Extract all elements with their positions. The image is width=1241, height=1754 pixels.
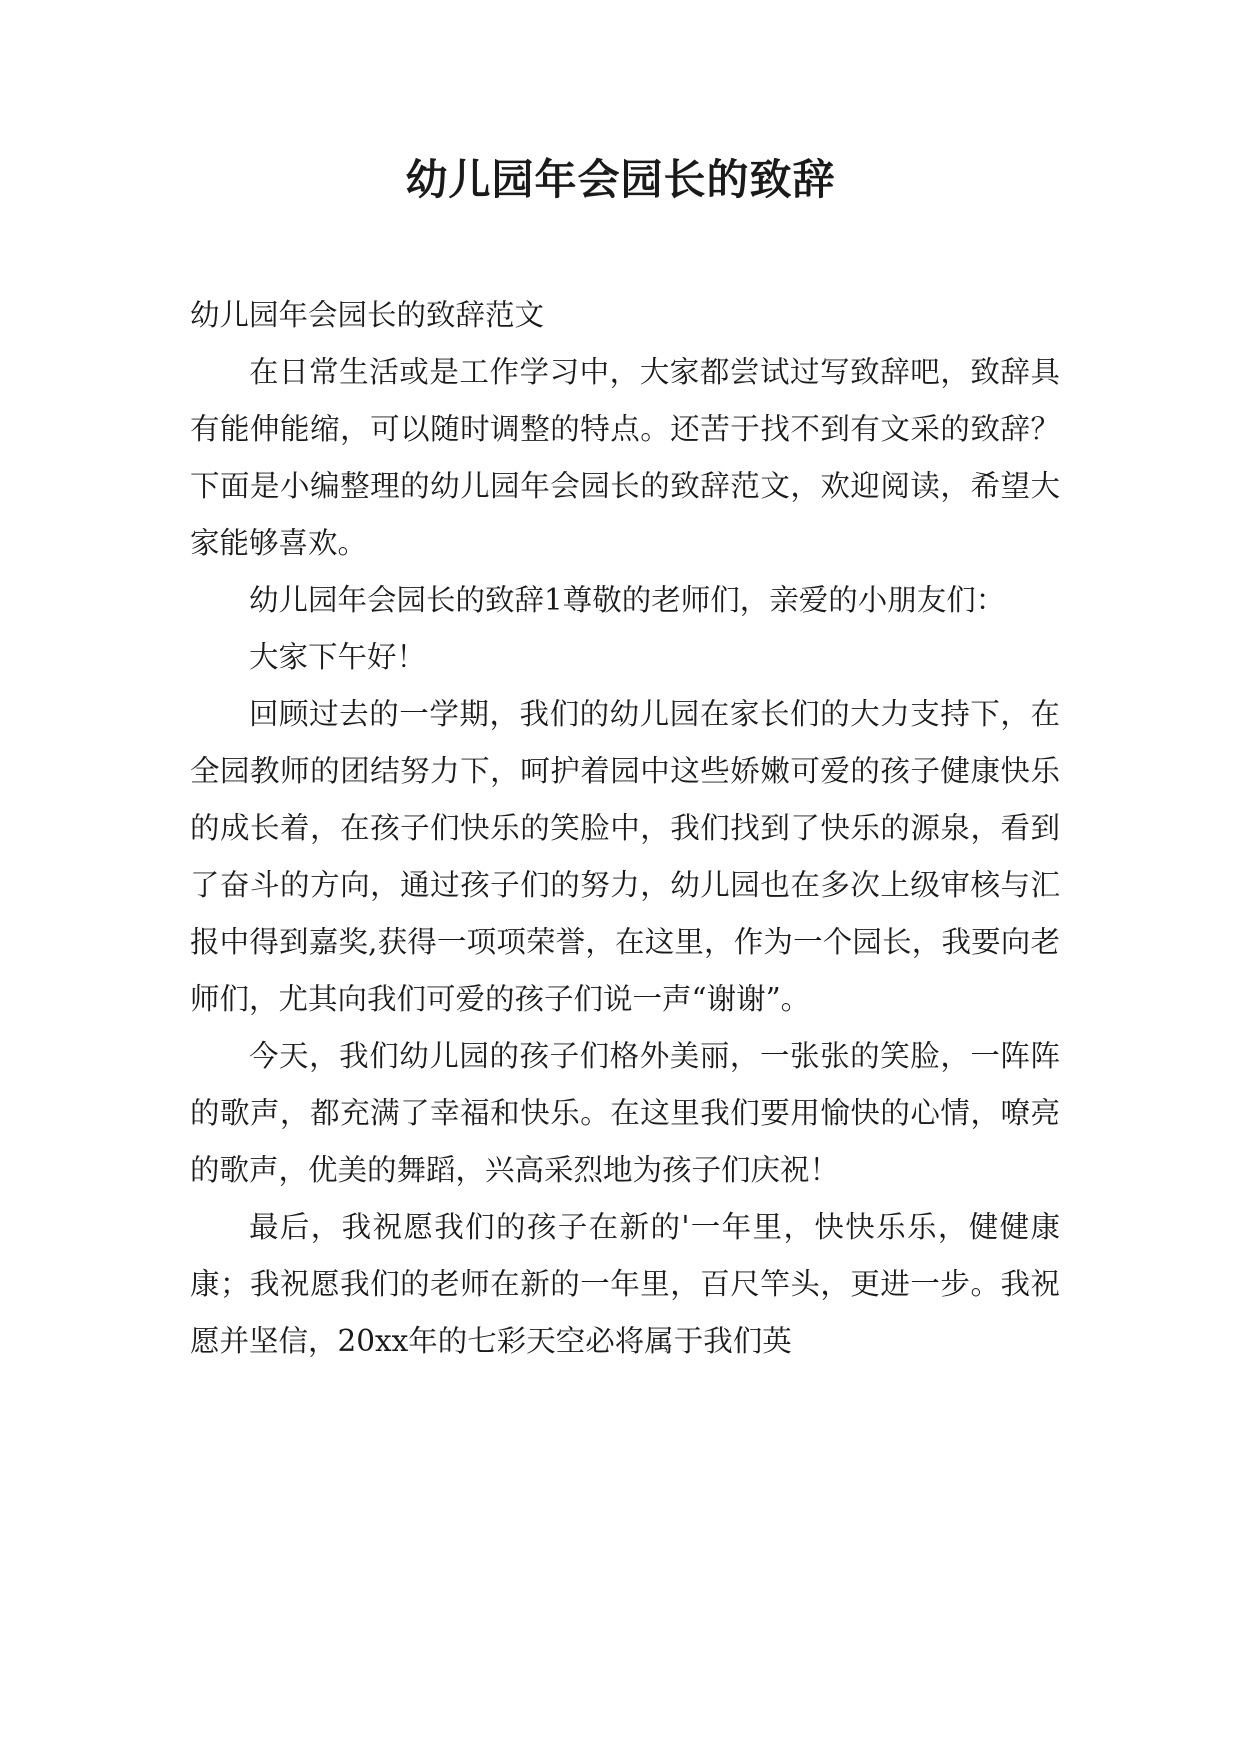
document-body xyxy=(190,287,1060,1370)
greeting-paragraph: 大家下午好！ xyxy=(249,640,427,674)
speech-heading-paragraph: 幼儿园年会园长的致辞1尊敬的老师们，亲爱的小朋友们： xyxy=(249,583,1006,617)
intro-paragraph: 在日常生活或是工作学习中，大家都尝试过写致辞吧，致辞具有能伸能缩，可以随时调整的特点。还苦于找不到有文采的致辞？下面是小编整理的幼儿园年会园长的致辞范文，欢迎阅读，希望大家能够喜欢。 xyxy=(190,355,1060,560)
today-paragraph: 今天，我们幼儿园的孩子们格外美丽，一张张的笑脸，一阵阵的歌声，都充满了幸福和快乐。在这里我们要用愉快的心情，嘹亮的歌声，优美的舞蹈，兴高采烈地为孩子们庆祝！ xyxy=(190,1039,1060,1187)
document-title: 幼儿园年会园长的致辞 xyxy=(405,155,836,204)
closing-paragraph: 最后，我祝愿我们的孩子在新的'一年里，快快乐乐，健健康康；我祝愿我们的老师在新的一年里，百尺竿头，更进一步。我祝愿并坚信，20xx年的七彩天空必将属于我们英 xyxy=(190,1210,1060,1358)
review-paragraph: 回顾过去的一学期，我们的幼儿园在家长们的大力支持下，在全园教师的团结努力下，呵护着园中这些娇嫩可爱的孩子健康快乐的成长着，在孩子们快乐的笑脸中，我们找到了快乐的源泉，看到了奋斗的方向，通过孩子们的努力，幼儿园也在多次上级审核与汇报中得到嘉奖,获得一项项荣誉，在这里，作为一个园长，我要向老师们，尤其向我们可爱的孩子们说一声“谢谢”。 xyxy=(190,697,1060,1016)
document-subtitle: 幼儿园年会园长的致辞范文 xyxy=(190,298,545,332)
